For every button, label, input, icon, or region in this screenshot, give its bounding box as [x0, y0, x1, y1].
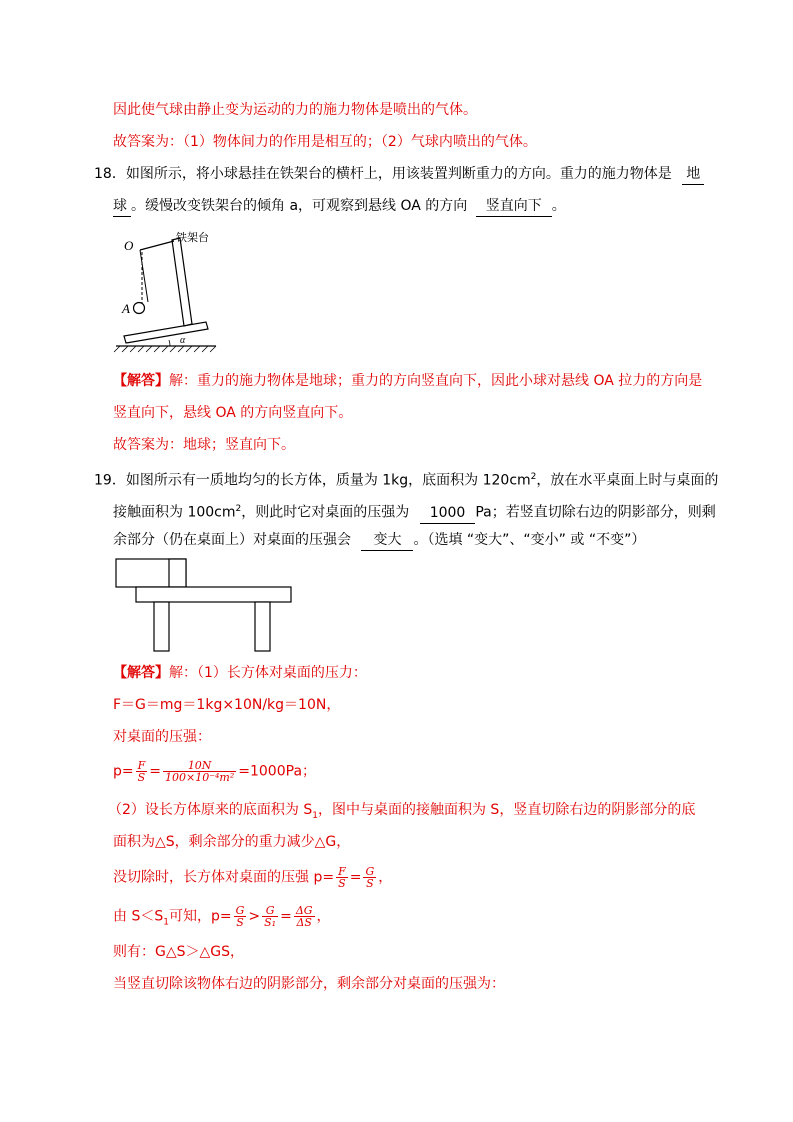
q18-solution-line2: 竖直向下，悬线 OA 的方向竖直向下。 — [113, 405, 353, 421]
q19-solution-line9: 则有：G△S＞△GS， — [113, 944, 245, 960]
label-stand: 铁架台 — [176, 231, 209, 244]
q18-blank2: 竖直向下 — [476, 196, 552, 217]
q19-blank2: 变大 — [361, 530, 413, 551]
q18-solution-line1: 【解答】解：重力的施力物体是地球；重力的方向竖直向下，因此小球对悬线 OA 拉力的方向是 — [113, 373, 703, 389]
q19-solution-line1: 【解答】解：（1）长方体对桌面的压力： — [113, 665, 367, 681]
q18-line1: 18．如图所示，将小球悬挂在铁架台的横杆上，用该装置判断重力的方向。重力的施力物体是 地 — [94, 164, 704, 185]
q18-line2: 球 。缓慢改变铁架台的倾角 a，可观察到悬线 OA 的方向 竖直向下 。 — [113, 196, 566, 217]
label-A: A — [122, 301, 130, 316]
q19-solution-line5: （2）设长方体原来的底面积为 $S_1$，图中与桌面的接触面积为 S，竖直切除右边的阴影部分的底 — [108, 802, 696, 821]
q19-blank1: 1000 — [420, 503, 476, 524]
prev-answer: 故答案为：（1）物体间力的作用是相互的；（2）气球内喷出的气体。 — [113, 134, 537, 150]
q19-line1: 19．如图所示有一质地均匀的长方体，质量为 1kg，底面积为 $120cm^2$，放在水平桌面上时与桌面的 — [94, 472, 719, 489]
q19-solution-line7: 没切除时，长方体对桌面的压强 p= $\frac{F}{S}$ = $\frac{G}{S}$ ， — [113, 865, 393, 890]
label-O: O — [124, 238, 134, 253]
label-alpha: α — [180, 335, 186, 346]
q19-line3: 余部分（仍在桌面上）对桌面的压强会 变大 。（选填 “变大”、“变小” 或 “不变”） — [113, 530, 645, 551]
q18-blank1a: 地 — [682, 164, 704, 185]
q19-solution-line3: 对桌面的压强： — [113, 729, 211, 745]
q19-solution-line4: p= $\frac{F}{S}$ = $\frac{10N}{\text{100×10⁻⁴m²}}$ =1000Pa； — [113, 759, 317, 784]
q18-answer: 故答案为：地球；竖直向下。 — [113, 437, 295, 453]
q19-solution-line10: 当竖直切除该物体右边的阴影部分，剩余部分对桌面的压强为： — [113, 976, 505, 992]
q18-blank1b: 球 — [113, 196, 131, 217]
prev-conclusion: 因此使气球由静止变为运动的力的施力物体是喷出的气体。 — [113, 102, 477, 118]
q19-line2: 接触面积为 $100cm^2$，则此时它对桌面的压强为 1000 Pa；若竖直切除右边的阴影部分，则剩 — [113, 499, 716, 524]
q19-solution-line2: F＝G＝mg＝1kg×10N/kg＝10N， — [113, 697, 341, 713]
iron-stand-figure — [110, 228, 230, 356]
table-block-figure — [112, 556, 297, 656]
q19-solution-line6: 面积为△S，剩余部分的重力减少△G， — [113, 834, 351, 850]
q19-solution-line8: 由 $S<S_1$可知，p= $\frac{G}{S}$ > $\frac{G}{\text{S₁}}$ = $\frac{\Delta G}{\Delta S}$ ， — [113, 904, 331, 929]
